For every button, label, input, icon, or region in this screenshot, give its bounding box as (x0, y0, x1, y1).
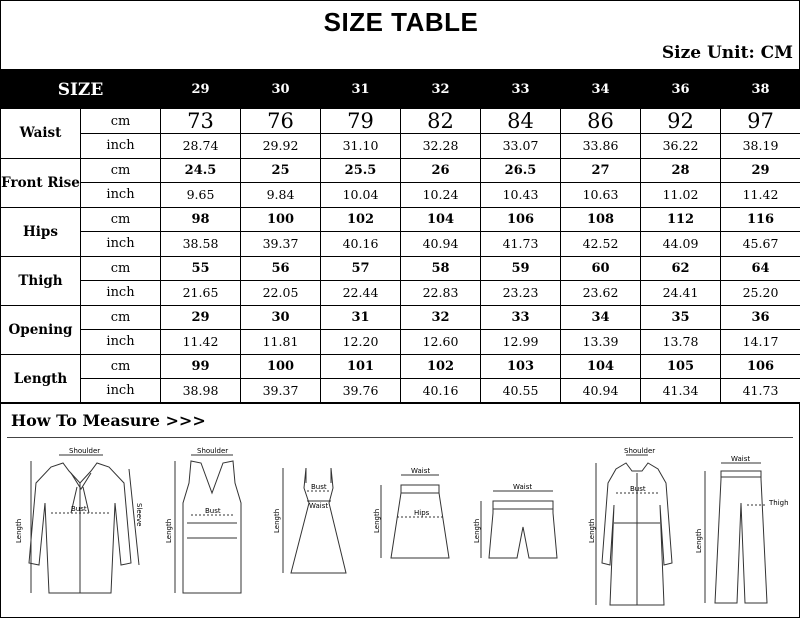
cm-value-cell: 102 (401, 354, 481, 379)
bust-label: Bust (205, 507, 221, 515)
unit-cm-label: cm (81, 109, 161, 134)
inch-value-cell: 10.24 (401, 183, 481, 208)
table-row (1, 109, 800, 134)
cm-value-cell: 55 (161, 256, 241, 281)
cm-value-cell: 28 (641, 158, 721, 183)
cm-value-cell: 104 (401, 207, 481, 232)
size-header-label: SIZE (1, 71, 161, 109)
shirt-diagram (11, 443, 151, 613)
inch-value-cell: 21.65 (161, 281, 241, 306)
cm-value-cell: 100 (241, 207, 321, 232)
size-header-cell: 38 (721, 71, 800, 109)
inch-value-cell: 44.09 (641, 232, 721, 257)
waist-label: Waist (309, 502, 329, 510)
inch-value-cell: 41.73 (721, 379, 800, 404)
unit-cm-label: cm (81, 256, 161, 281)
unit-inch-label: inch (81, 330, 161, 355)
inch-value-cell: 31.10 (321, 134, 401, 159)
cm-value-cell: 33 (481, 305, 561, 330)
inch-value-cell: 12.20 (321, 330, 401, 355)
inch-value-cell: 40.16 (321, 232, 401, 257)
length-label: Length (15, 518, 23, 543)
dress-diagram (271, 443, 366, 613)
inch-value-cell: 40.94 (401, 232, 481, 257)
cm-value-cell: 64 (721, 256, 800, 281)
cm-value-cell: 25 (241, 158, 321, 183)
cm-value-cell: 79 (321, 109, 401, 134)
bust-label: Bust (71, 505, 87, 513)
table-row (1, 256, 800, 281)
how-to-measure-panel (0, 402, 800, 618)
cm-value-cell: 97 (721, 109, 800, 134)
size-header-row (1, 71, 800, 109)
length-label: Length (473, 518, 481, 543)
inch-value-cell: 42.52 (561, 232, 641, 257)
cm-value-cell: 100 (241, 354, 321, 379)
bust-label: Bust (630, 485, 646, 493)
measurement-name: Opening (1, 305, 81, 354)
cm-value-cell: 59 (481, 256, 561, 281)
inch-value-cell: 23.62 (561, 281, 641, 306)
inch-value-cell: 11.02 (641, 183, 721, 208)
inch-value-cell: 33.86 (561, 134, 641, 159)
inch-value-cell: 39.76 (321, 379, 401, 404)
unit-cm-label: cm (81, 354, 161, 379)
inch-value-cell: 45.67 (721, 232, 800, 257)
inch-value-cell: 23.23 (481, 281, 561, 306)
inch-value-cell: 22.44 (321, 281, 401, 306)
unit-inch-label: inch (81, 379, 161, 404)
hips-label: Hips (414, 509, 430, 517)
inch-value-cell: 11.42 (161, 330, 241, 355)
cm-value-cell: 30 (241, 305, 321, 330)
cm-value-cell: 98 (161, 207, 241, 232)
inch-value-cell: 10.43 (481, 183, 561, 208)
cm-value-cell: 101 (321, 354, 401, 379)
title-bar (0, 0, 800, 70)
cm-value-cell: 57 (321, 256, 401, 281)
pants-diagram (691, 443, 796, 613)
table-row (1, 330, 800, 355)
inch-value-cell: 28.74 (161, 134, 241, 159)
cm-value-cell: 116 (721, 207, 800, 232)
inch-value-cell: 11.42 (721, 183, 800, 208)
cm-value-cell: 82 (401, 109, 481, 134)
unit-inch-label: inch (81, 232, 161, 257)
measurement-name: Hips (1, 207, 81, 256)
cm-value-cell: 106 (721, 354, 800, 379)
table-row (1, 354, 800, 379)
cm-value-cell: 58 (401, 256, 481, 281)
size-header-cell: 34 (561, 71, 641, 109)
waist-label: Waist (731, 455, 751, 463)
length-label: Length (273, 508, 281, 533)
inch-value-cell: 24.41 (641, 281, 721, 306)
cm-value-cell: 108 (561, 207, 641, 232)
inch-value-cell: 12.99 (481, 330, 561, 355)
cm-value-cell: 84 (481, 109, 561, 134)
bust-label: Bust (311, 483, 327, 491)
inch-value-cell: 32.28 (401, 134, 481, 159)
waist-label: Waist (513, 483, 533, 491)
cm-value-cell: 24.5 (161, 158, 241, 183)
size-header-cell: 29 (161, 71, 241, 109)
cm-value-cell: 60 (561, 256, 641, 281)
cm-value-cell: 102 (321, 207, 401, 232)
skirt-diagram (371, 443, 466, 613)
table-row (1, 281, 800, 306)
inch-value-cell: 22.05 (241, 281, 321, 306)
page-title: SIZE TABLE (323, 7, 479, 37)
table-row (1, 158, 800, 183)
divider (7, 437, 793, 438)
inch-value-cell: 41.73 (481, 232, 561, 257)
cm-value-cell: 31 (321, 305, 401, 330)
measurement-name: Length (1, 354, 81, 403)
measurement-name: Front Rise (1, 158, 81, 207)
measurement-name: Thigh (1, 256, 81, 305)
coat-diagram (586, 443, 686, 613)
inch-value-cell: 9.84 (241, 183, 321, 208)
length-label: Length (165, 518, 173, 543)
unit-inch-label: inch (81, 183, 161, 208)
cm-value-cell: 29 (161, 305, 241, 330)
size-table (0, 70, 800, 404)
unit-inch-label: inch (81, 134, 161, 159)
shoulder-label: Shoulder (69, 447, 101, 455)
cm-value-cell: 34 (561, 305, 641, 330)
inch-value-cell: 11.81 (241, 330, 321, 355)
shoulder-label: Shoulder (624, 447, 656, 455)
inch-value-cell: 38.58 (161, 232, 241, 257)
cm-value-cell: 35 (641, 305, 721, 330)
table-row (1, 134, 800, 159)
inch-value-cell: 41.34 (641, 379, 721, 404)
inch-value-cell: 38.19 (721, 134, 800, 159)
unit-cm-label: cm (81, 207, 161, 232)
length-label: Length (373, 508, 381, 533)
inch-value-cell: 40.55 (481, 379, 561, 404)
inch-value-cell: 13.78 (641, 330, 721, 355)
inch-value-cell: 29.92 (241, 134, 321, 159)
inch-value-cell: 40.94 (561, 379, 641, 404)
tank-top-diagram (161, 443, 261, 613)
inch-value-cell: 40.16 (401, 379, 481, 404)
cm-value-cell: 27 (561, 158, 641, 183)
size-header-cell: 32 (401, 71, 481, 109)
cm-value-cell: 103 (481, 354, 561, 379)
length-label: Length (695, 528, 703, 553)
unit-cm-label: cm (81, 305, 161, 330)
size-header-cell: 30 (241, 71, 321, 109)
size-unit-label: Size Unit: CM (661, 43, 793, 63)
inch-value-cell: 33.07 (481, 134, 561, 159)
thigh-label: Thigh (769, 499, 789, 507)
cm-value-cell: 26 (401, 158, 481, 183)
inch-value-cell: 10.63 (561, 183, 641, 208)
inch-value-cell: 25.20 (721, 281, 800, 306)
inch-value-cell: 22.83 (401, 281, 481, 306)
how-to-measure-title: How To Measure >>> (11, 411, 206, 430)
waist-label: Waist (411, 467, 431, 475)
inch-value-cell: 36.22 (641, 134, 721, 159)
inch-value-cell: 10.04 (321, 183, 401, 208)
size-header-cell: 36 (641, 71, 721, 109)
inch-value-cell: 12.60 (401, 330, 481, 355)
unit-inch-label: inch (81, 281, 161, 306)
cm-value-cell: 73 (161, 109, 241, 134)
cm-value-cell: 76 (241, 109, 321, 134)
inch-value-cell: 39.37 (241, 379, 321, 404)
inch-value-cell: 13.39 (561, 330, 641, 355)
cm-value-cell: 36 (721, 305, 800, 330)
inch-value-cell: 9.65 (161, 183, 241, 208)
garment-diagrams (1, 443, 800, 618)
cm-value-cell: 86 (561, 109, 641, 134)
cm-value-cell: 99 (161, 354, 241, 379)
table-row (1, 379, 800, 404)
cm-value-cell: 112 (641, 207, 721, 232)
shoulder-label: Shoulder (197, 447, 229, 455)
cm-value-cell: 26.5 (481, 158, 561, 183)
size-header-cell: 31 (321, 71, 401, 109)
cm-value-cell: 106 (481, 207, 561, 232)
shorts-diagram (473, 443, 573, 613)
inch-value-cell: 38.98 (161, 379, 241, 404)
cm-value-cell: 25.5 (321, 158, 401, 183)
cm-value-cell: 105 (641, 354, 721, 379)
table-row (1, 305, 800, 330)
cm-value-cell: 56 (241, 256, 321, 281)
cm-value-cell: 104 (561, 354, 641, 379)
inch-value-cell: 39.37 (241, 232, 321, 257)
inch-value-cell: 14.17 (721, 330, 800, 355)
cm-value-cell: 29 (721, 158, 800, 183)
table-row (1, 232, 800, 257)
size-header-cell: 33 (481, 71, 561, 109)
length-label: Length (588, 518, 596, 543)
cm-value-cell: 32 (401, 305, 481, 330)
sleeve-label: Sleeve (135, 503, 143, 527)
cm-value-cell: 62 (641, 256, 721, 281)
table-row (1, 207, 800, 232)
measurement-name: Waist (1, 109, 81, 159)
unit-cm-label: cm (81, 158, 161, 183)
cm-value-cell: 92 (641, 109, 721, 134)
table-row (1, 183, 800, 208)
